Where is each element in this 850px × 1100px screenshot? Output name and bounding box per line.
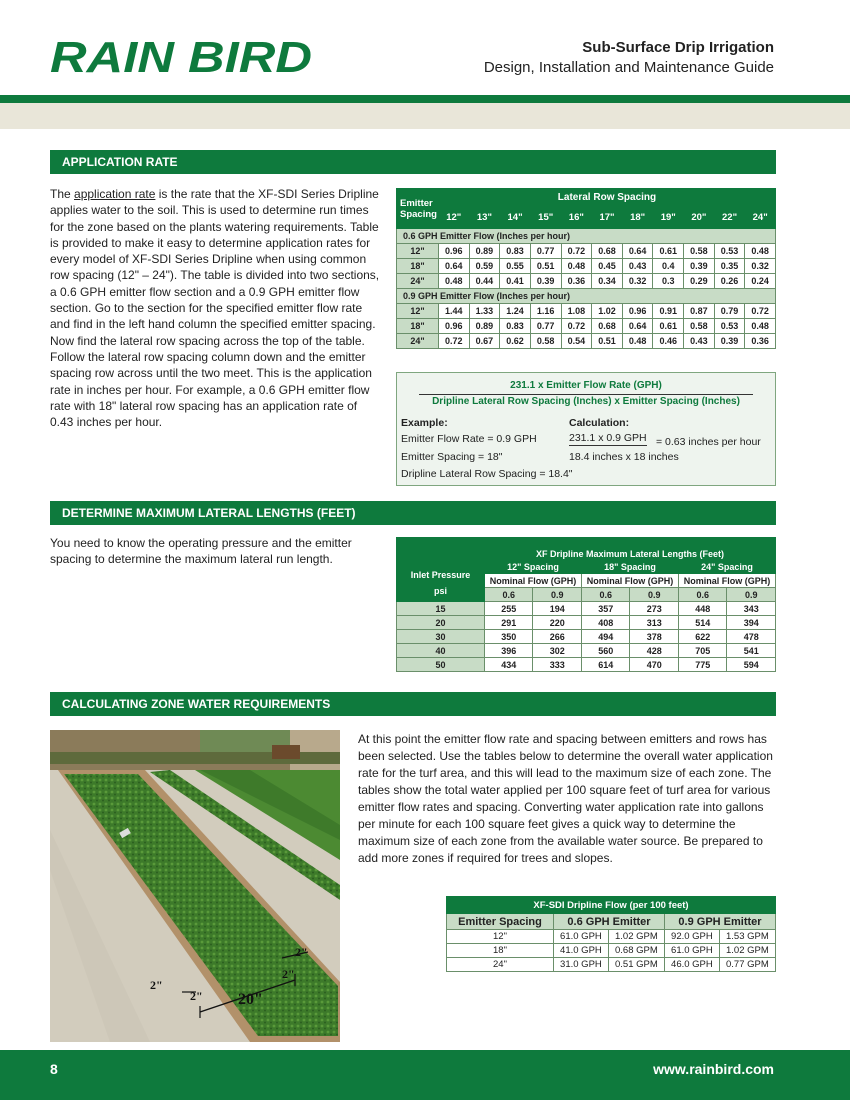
application-rate-cell: 0.41	[500, 274, 531, 289]
application-rate-table	[396, 188, 776, 349]
application-rate-cell: 0.59	[469, 259, 500, 274]
calculation-numerator: 231.1 x 0.9 GPH	[569, 432, 647, 444]
lateral-spacing-column-header: 24"	[745, 207, 776, 229]
lateral-length-cell: 357	[581, 602, 629, 616]
inlet-pressure-header	[397, 538, 485, 602]
flow-value-cell: 1.53 GPM	[719, 930, 775, 944]
application-rate-cell: 1.24	[500, 304, 531, 319]
table-row	[397, 319, 776, 334]
flow-section-row	[397, 289, 776, 304]
document-subtitle: Design, Installation and Maintenance Guide	[483, 59, 774, 76]
application-rate-cell: 0.32	[745, 259, 776, 274]
application-rate-cell: 1.08	[561, 304, 592, 319]
application-rate-cell: 0.51	[530, 259, 561, 274]
flow-value-header: 0.6	[678, 588, 726, 602]
application-rate-cell: 0.35	[714, 259, 745, 274]
inlet-pressure-cell: 50	[397, 658, 485, 672]
application-rate-cell: 0.39	[714, 334, 745, 349]
application-rate-cell: 1.02	[592, 304, 623, 319]
application-rate-cell: 0.46	[653, 334, 684, 349]
lateral-length-cell: 266	[533, 630, 582, 644]
lateral-length-cell: 302	[533, 644, 582, 658]
lateral-length-cell: 448	[678, 602, 726, 616]
table-row	[447, 958, 776, 972]
lateral-length-cell: 470	[630, 658, 679, 672]
emitter-spacing-cell: 12"	[397, 244, 439, 259]
flow-value-cell: 1.02 GPM	[719, 944, 775, 958]
lateral-length-cell: 333	[533, 658, 582, 672]
application-rate-cell: 0.58	[684, 319, 715, 334]
lateral-length-cell: 220	[533, 616, 582, 630]
application-rate-cell: 0.87	[684, 304, 715, 319]
lateral-length-cell: 396	[485, 644, 533, 658]
example-label: Example:	[401, 417, 448, 429]
application-rate-cell: 0.96	[438, 244, 469, 259]
flow-header-emitter-spacing: Emitter Spacing	[447, 914, 554, 930]
emitter-spacing-cell: 24"	[447, 958, 554, 972]
calculation-label: Calculation:	[569, 417, 630, 429]
application-rate-cell: 0.36	[745, 334, 776, 349]
table-row	[397, 602, 776, 616]
application-rate-cell: 0.53	[714, 244, 745, 259]
application-rate-cell: 0.77	[530, 319, 561, 334]
dimension-2-inch-top: 2"	[295, 945, 308, 959]
spacing-group-header: 18" Spacing	[581, 560, 678, 574]
lateral-spacing-column-header: 16"	[561, 207, 592, 229]
lateral-spacing-column-header: 19"	[653, 207, 684, 229]
application-rate-cell: 0.67	[469, 334, 500, 349]
zone-water-paragraph: At this point the emitter flow rate and spacing between emitters and rows has been selected. Use the tables below to determine the overall water application rate for the turf area, and this will lead to the maximum size of each zone. The tables show the total water applied per 100 square feet of turf area for various emitter flow rates and spacing. Converting water application rate into gallons per minute for each 100 square feet gives a quick way to determine the maximum size of each zone from the available water source. Be prepared to add more zones if required for trees and slopes.	[358, 732, 773, 865]
spacing-group-header: 24" Spacing	[678, 560, 775, 574]
application-rate-cell: 0.43	[684, 334, 715, 349]
lateral-length-cell: 428	[630, 644, 679, 658]
inlet-pressure-cell: 30	[397, 630, 485, 644]
emitter-spacing-cell: 12"	[447, 930, 554, 944]
application-rate-cell: 0.96	[438, 319, 469, 334]
inlet-pressure-cell: 15	[397, 602, 485, 616]
inlet-pressure-cell: 20	[397, 616, 485, 630]
table-row	[447, 930, 776, 944]
dimension-2-inch-right: 2"	[282, 967, 295, 981]
lateral-length-cell: 434	[485, 658, 533, 672]
application-rate-cell: 0.45	[592, 259, 623, 274]
lateral-spacing-column-header: 12"	[438, 207, 469, 229]
lateral-length-cell: 273	[630, 602, 679, 616]
lateral-length-cell: 514	[678, 616, 726, 630]
lateral-length-cell: 291	[485, 616, 533, 630]
application-rate-cell: 0.34	[592, 274, 623, 289]
emitter-spacing-cell: 18"	[397, 319, 439, 334]
lateral-spacing-column-header: 18"	[622, 207, 653, 229]
flow-value-header: 0.9	[727, 588, 776, 602]
flow-value-cell: 0.51 GPM	[608, 958, 664, 972]
rain-bird-logo	[50, 28, 315, 80]
nominal-flow-header: Nominal Flow (GPH)	[485, 574, 582, 588]
emitter-spacing-cell: 24"	[397, 334, 439, 349]
application-rate-paragraph: The application rate is the rate that the XF-SDI Series Dripline applies water to the soil. This is used to determine run times for the zone based on the plants watering requirements. Table is provided to make it easy to determine application rates for every model of XF-SDI Series Dripline when using common row spacing (12" – 24"). The table is divided into two sections, a 0.6 GPH emitter flow section and a 0.9 GPH emitter flow section. Go to the section for the specified emitter flow rate and find in the left hand column the specified emitter spacing. Now find the lateral row spacing across the top of the table. Follow the lateral row spacing column down and the emitter spacing row across until the two meet. This is the application rate in inches per hour. For example, a 0.6 GPH emitter flow rate with 18" lateral row spacing has an application rate of 0.43 inches per hour.	[50, 187, 380, 430]
application-rate-formula-box	[396, 372, 776, 486]
table-row	[397, 616, 776, 630]
emitter-spacing-header: Emitter Spacing	[397, 189, 439, 229]
flow-value-header: 0.9	[533, 588, 582, 602]
application-rate-cell: 0.48	[622, 334, 653, 349]
lateral-row-spacing-header: Lateral Row Spacing	[438, 189, 775, 207]
header-bar	[0, 95, 850, 103]
application-rate-cell: 0.72	[561, 244, 592, 259]
flow-section-label: 0.9 GPH Emitter Flow (Inches per hour)	[397, 289, 776, 304]
inlet-pressure-cell: 40	[397, 644, 485, 658]
flow-section-row	[397, 229, 776, 244]
application-rate-cell: 0.72	[561, 319, 592, 334]
table-row	[397, 644, 776, 658]
page-number: 8	[50, 1061, 58, 1077]
header-band	[0, 103, 850, 129]
application-rate-cell: 0.3	[653, 274, 684, 289]
table-row	[447, 944, 776, 958]
table-row	[397, 630, 776, 644]
lateral-length-cell: 343	[727, 602, 776, 616]
dimension-20-inch: 20"	[238, 991, 263, 1008]
lateral-length-cell: 478	[727, 630, 776, 644]
application-rate-cell: 0.64	[622, 319, 653, 334]
application-rate-link: application rate	[74, 187, 156, 201]
application-rate-cell: 0.72	[745, 304, 776, 319]
lateral-spacing-column-header: 14"	[500, 207, 531, 229]
application-rate-cell: 0.44	[469, 274, 500, 289]
dimension-2-inch-bottom: 2"	[190, 989, 203, 1003]
application-rate-cell: 0.62	[500, 334, 531, 349]
application-rate-cell: 0.83	[500, 319, 531, 334]
example-flow-rate: Emitter Flow Rate = 0.9 GPH	[401, 433, 537, 445]
emitter-spacing-cell: 24"	[397, 274, 439, 289]
table-row	[397, 274, 776, 289]
lateral-length-cell: 255	[485, 602, 533, 616]
application-rate-cell: 0.29	[684, 274, 715, 289]
flow-value-cell: 61.0 GPH	[554, 930, 609, 944]
flow-value-cell: 92.0 GPH	[664, 930, 719, 944]
application-rate-cell: 0.68	[592, 244, 623, 259]
table-row	[397, 658, 776, 672]
application-rate-cell: 0.48	[561, 259, 592, 274]
lateral-length-cell: 775	[678, 658, 726, 672]
application-rate-cell: 0.48	[438, 274, 469, 289]
lateral-length-cell: 350	[485, 630, 533, 644]
lateral-spacing-column-header: 20"	[684, 207, 715, 229]
application-rate-cell: 0.77	[530, 244, 561, 259]
application-rate-cell: 0.58	[530, 334, 561, 349]
lateral-spacing-column-header: 22"	[714, 207, 745, 229]
formula-denominator: Dripline Lateral Row Spacing (Inches) x Emitter Spacing (Inches)	[432, 396, 740, 407]
application-rate-cell: 0.89	[469, 319, 500, 334]
lateral-length-cell: 313	[630, 616, 679, 630]
lateral-length-cell: 378	[630, 630, 679, 644]
application-rate-cell: 1.33	[469, 304, 500, 319]
calculation-result: = 0.63 inches per hour	[656, 436, 761, 448]
logo-text: RAIN BIRD	[50, 33, 312, 80]
flow-value-cell: 0.68 GPM	[608, 944, 664, 958]
lateral-spacing-column-header: 17"	[592, 207, 623, 229]
lateral-length-cell: 541	[727, 644, 776, 658]
emitter-spacing-cell: 18"	[447, 944, 554, 958]
lateral-length-cell: 705	[678, 644, 726, 658]
turf-installation-photo	[50, 730, 340, 1042]
application-rate-cell: 0.91	[653, 304, 684, 319]
psi-label: psi	[433, 586, 447, 596]
lateral-length-table	[396, 537, 776, 672]
application-rate-cell: 0.26	[714, 274, 745, 289]
application-rate-cell: 0.64	[438, 259, 469, 274]
flow-value-cell: 1.02 GPM	[608, 930, 664, 944]
emitter-spacing-cell: 12"	[397, 304, 439, 319]
application-rate-cell: 0.72	[438, 334, 469, 349]
example-row-spacing: Dripline Lateral Row Spacing = 18.4"	[401, 468, 573, 480]
table-row	[397, 304, 776, 319]
application-rate-cell: 0.54	[561, 334, 592, 349]
application-rate-cell: 0.24	[745, 274, 776, 289]
dimension-2-inch-left: 2"	[150, 978, 163, 992]
flow-header-09-gph: 0.9 GPH Emitter	[664, 914, 775, 930]
application-rate-cell: 1.16	[530, 304, 561, 319]
lateral-length-title: XF Dripline Maximum Lateral Lengths (Feet)	[485, 538, 776, 560]
application-rate-cell: 0.64	[622, 244, 653, 259]
example-emitter-spacing: Emitter Spacing = 18"	[401, 451, 503, 463]
application-rate-cell: 0.39	[530, 274, 561, 289]
flow-value-cell: 41.0 GPH	[554, 944, 609, 958]
application-rate-cell: 1.44	[438, 304, 469, 319]
emitter-spacing-cell: 18"	[397, 259, 439, 274]
application-rate-cell: 0.43	[622, 259, 653, 274]
lateral-spacing-column-header: 15"	[530, 207, 561, 229]
application-rate-cell: 0.68	[592, 319, 623, 334]
nominal-flow-header: Nominal Flow (GPH)	[678, 574, 775, 588]
lateral-length-cell: 614	[581, 658, 629, 672]
flow-value-cell: 61.0 GPH	[664, 944, 719, 958]
table-row	[397, 334, 776, 349]
flow-value-header: 0.9	[630, 588, 679, 602]
lateral-length-cell: 494	[581, 630, 629, 644]
document-title: Sub-Surface Drip Irrigation	[582, 39, 774, 56]
table-row	[397, 259, 776, 274]
section-heading-application-rate: APPLICATION RATE	[50, 150, 776, 174]
application-rate-cell: 0.48	[745, 244, 776, 259]
nominal-flow-header: Nominal Flow (GPH)	[581, 574, 678, 588]
lateral-length-cell: 194	[533, 602, 582, 616]
calculation-denominator: 18.4 inches x 18 inches	[569, 451, 679, 463]
flow-header-06-gph: 0.6 GPH Emitter	[554, 914, 665, 930]
lateral-length-cell: 394	[727, 616, 776, 630]
section-heading-max-lateral: DETERMINE MAXIMUM LATERAL LENGTHS (FEET)	[50, 501, 776, 525]
dripline-flow-title: XF-SDI Dripline Flow (per 100 feet)	[447, 897, 776, 914]
section-heading-zone-water: CALCULATING ZONE WATER REQUIREMENTS	[50, 692, 776, 716]
lateral-spacing-column-header: 13"	[469, 207, 500, 229]
formula-divider	[419, 394, 753, 395]
application-rate-cell: 0.83	[500, 244, 531, 259]
application-rate-cell: 0.32	[622, 274, 653, 289]
application-rate-cell: 0.96	[622, 304, 653, 319]
lateral-length-cell: 594	[727, 658, 776, 672]
flow-section-label: 0.6 GPH Emitter Flow (Inches per hour)	[397, 229, 776, 244]
application-rate-cell: 0.55	[500, 259, 531, 274]
application-rate-cell: 0.36	[561, 274, 592, 289]
formula-numerator: 231.1 x Emitter Flow Rate (GPH)	[510, 380, 662, 391]
application-rate-cell: 0.58	[684, 244, 715, 259]
application-rate-cell: 0.89	[469, 244, 500, 259]
application-rate-cell: 0.39	[684, 259, 715, 274]
dripline-flow-table	[446, 896, 776, 972]
application-rate-cell: 0.48	[745, 319, 776, 334]
application-rate-cell: 0.79	[714, 304, 745, 319]
flow-value-cell: 0.77 GPM	[719, 958, 775, 972]
application-rate-cell: 0.61	[653, 319, 684, 334]
application-rate-cell: 0.51	[592, 334, 623, 349]
application-rate-cell: 0.53	[714, 319, 745, 334]
flow-value-header: 0.6	[485, 588, 533, 602]
website-link[interactable]: www.rainbird.com	[653, 1061, 774, 1077]
spacing-group-header: 12" Spacing	[485, 560, 582, 574]
table-row	[397, 244, 776, 259]
flow-value-cell: 31.0 GPH	[554, 958, 609, 972]
lateral-length-paragraph: You need to know the operating pressure and the emitter spacing to determine the maximum lateral run length.	[50, 536, 352, 567]
inlet-pressure-label: Inlet Pressure	[410, 570, 471, 580]
application-rate-cell: 0.4	[653, 259, 684, 274]
lateral-length-cell: 560	[581, 644, 629, 658]
flow-value-header: 0.6	[581, 588, 629, 602]
lateral-length-cell: 408	[581, 616, 629, 630]
flow-value-cell: 46.0 GPH	[664, 958, 719, 972]
lateral-length-cell: 622	[678, 630, 726, 644]
application-rate-cell: 0.61	[653, 244, 684, 259]
